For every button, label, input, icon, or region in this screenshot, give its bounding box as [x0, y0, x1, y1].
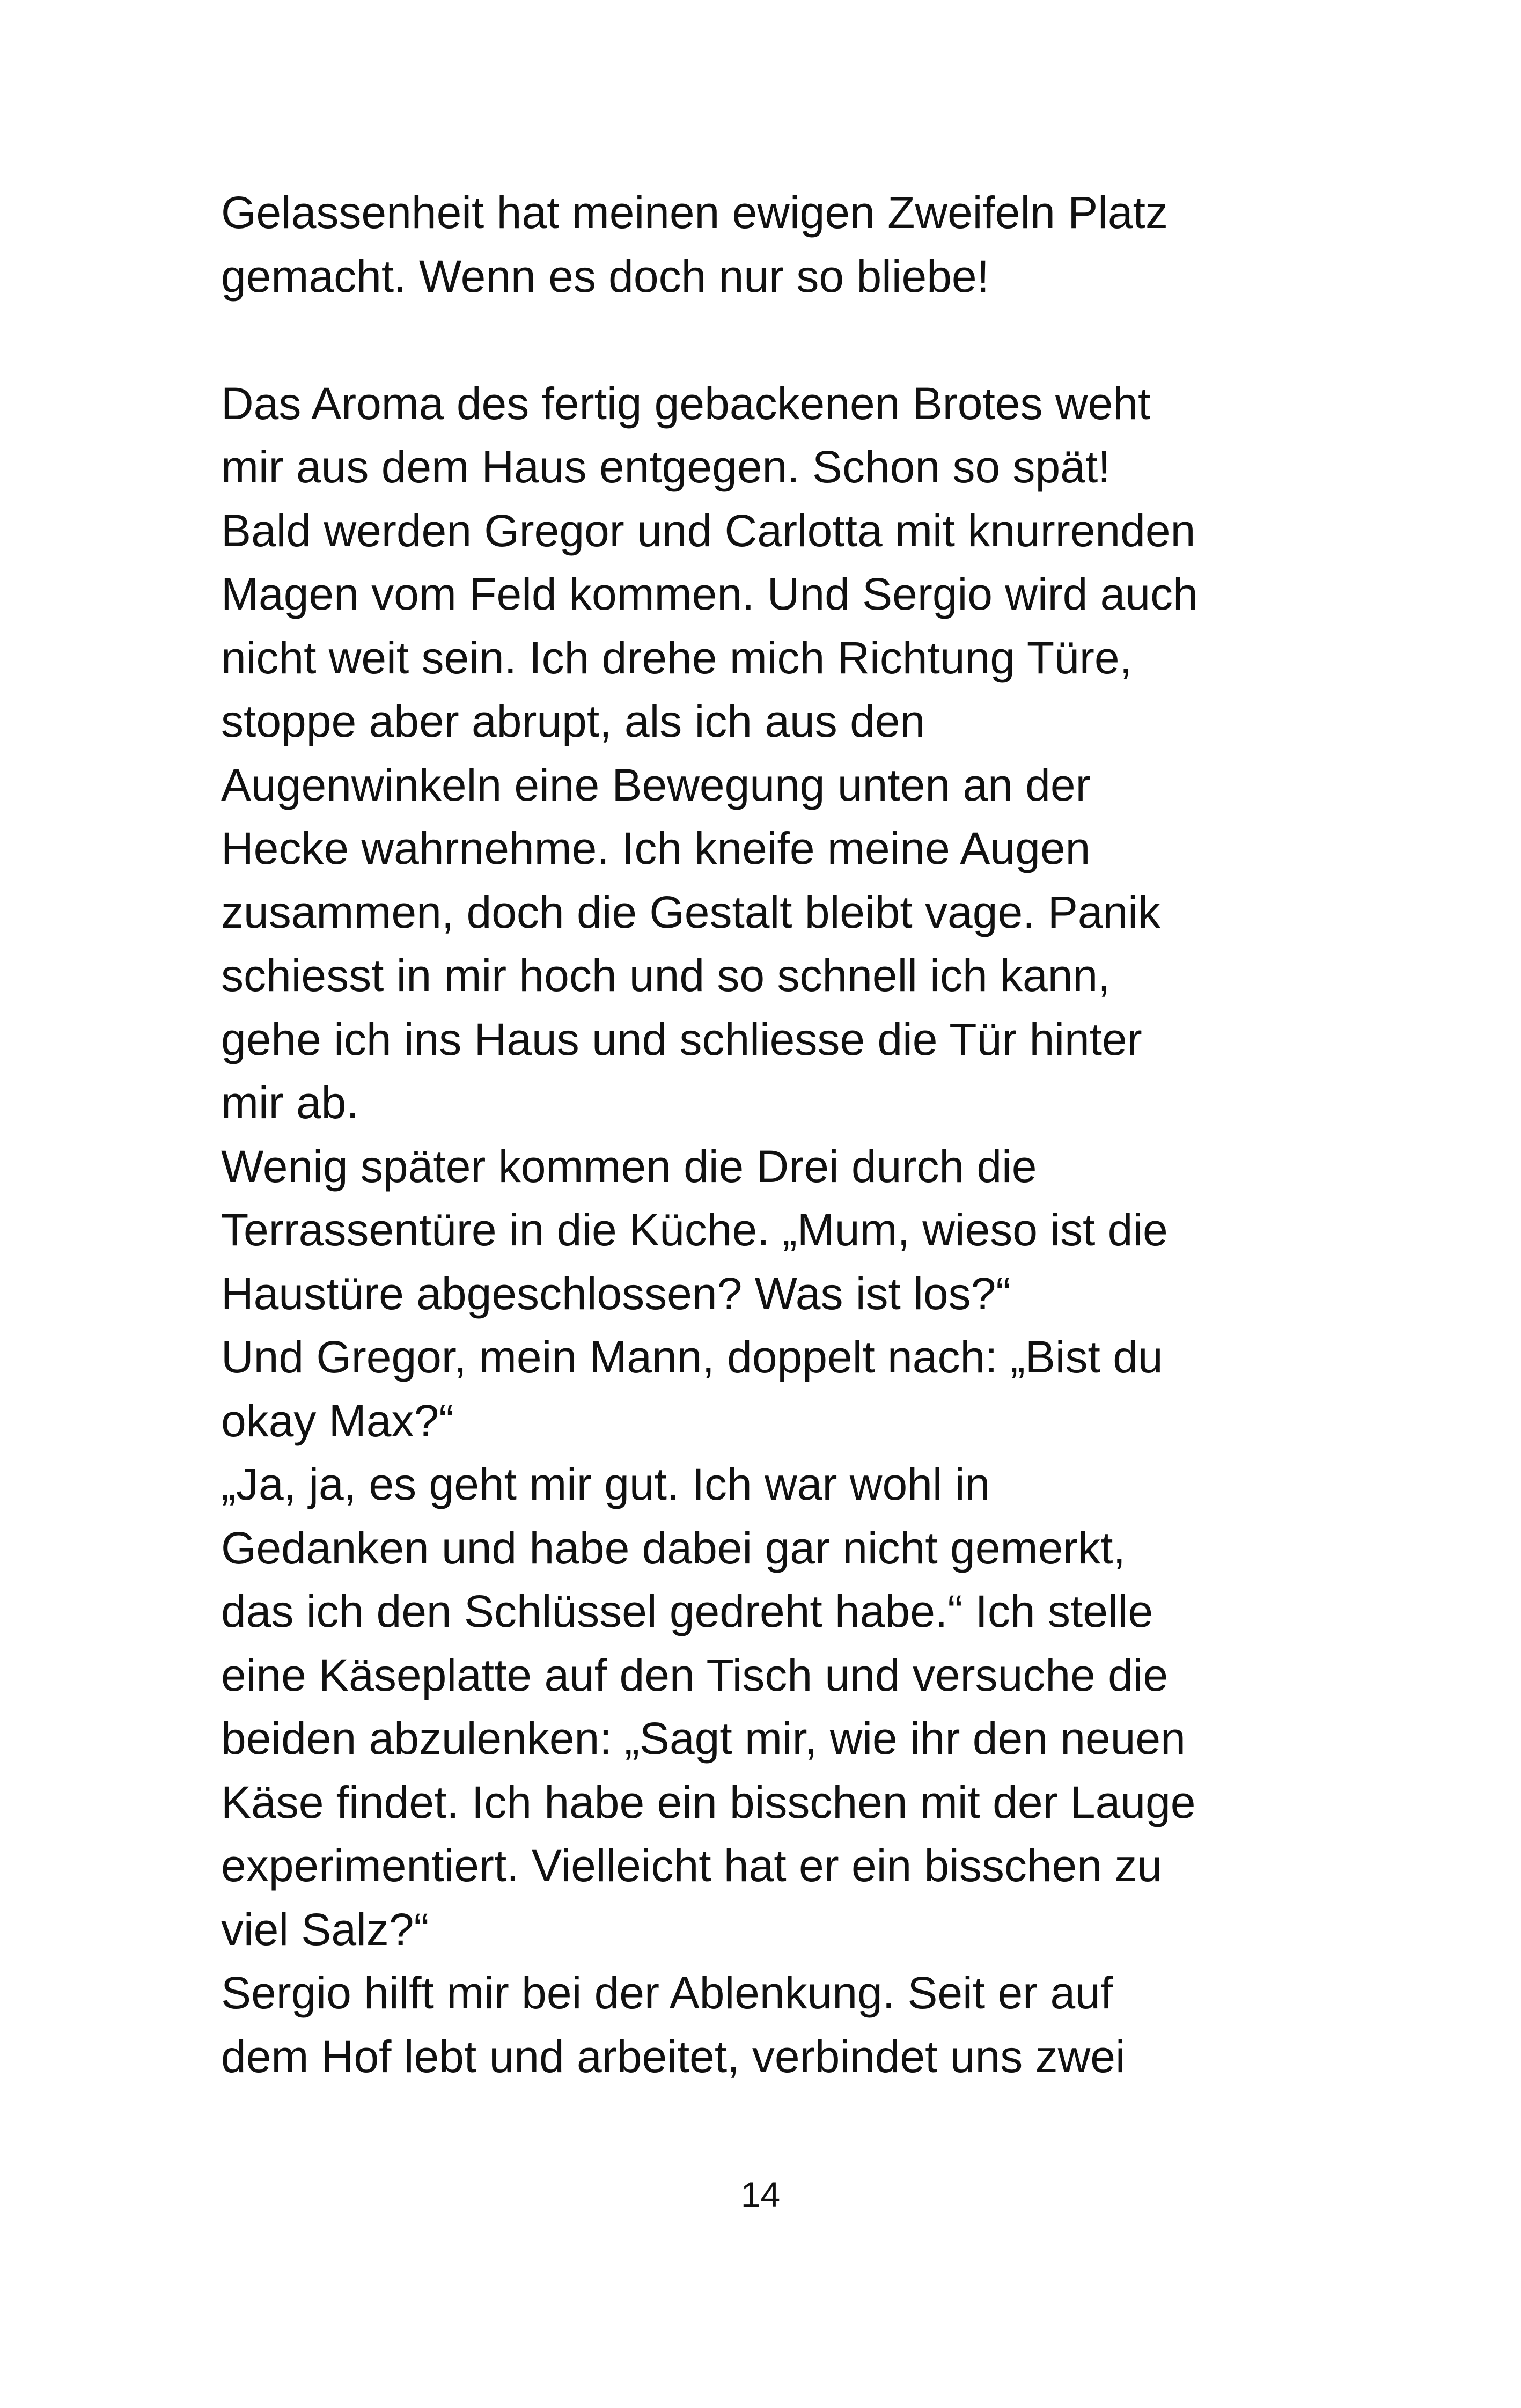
text-line: mir ab.	[221, 1077, 359, 1128]
paragraph-break	[221, 308, 1353, 372]
text-line: okay Max?“	[221, 1395, 454, 1446]
text-line: Bald werden Gregor und Carlotta mit knurrenden	[221, 505, 1196, 556]
text-line: gemacht. Wenn es doch nur so bliebe!	[221, 251, 989, 302]
text-line: mir aus dem Haus entgegen. Schon so spät!	[221, 442, 1111, 492]
text-line: dem Hof lebt und arbeitet, verbindet uns zwei	[221, 2031, 1126, 2082]
text-line: Haustüre abgeschlossen? Was ist los?“	[221, 1268, 1011, 1319]
text-line: gehe ich ins Haus und schliesse die Tür hinter	[221, 1014, 1142, 1064]
text-line: Gedanken und habe dabei gar nicht gemerkt,	[221, 1522, 1126, 1573]
text-line: zusammen, doch die Gestalt bleibt vage. Panik	[221, 886, 1160, 937]
text-line: Das Aroma des fertig gebackenen Brotes weht	[221, 378, 1151, 429]
text-line: Käse findet. Ich habe ein bisschen mit der Lauge	[221, 1776, 1196, 1827]
text-line: Augenwinkeln eine Bewegung unten an der	[221, 759, 1091, 810]
text-line: Wenig später kommen die Drei durch die	[221, 1141, 1037, 1192]
text-line: eine Käseplatte auf den Tisch und versuche die	[221, 1649, 1169, 1700]
text-line: Sergio hilft mir bei der Ablenkung. Seit er auf	[221, 1967, 1113, 2018]
text-line: Hecke wahrnehme. Ich kneife meine Augen	[221, 823, 1091, 873]
text-line: beiden abzulenken: „Sagt mir, wie ihr den neuen	[221, 1713, 1186, 1764]
text-line: stoppe aber abrupt, als ich aus den	[221, 696, 925, 746]
text-line: Magen vom Feld kommen. Und Sergio wird auch	[221, 569, 1198, 619]
text-line: viel Salz?“	[221, 1904, 429, 1955]
text-line: schiesst in mir hoch und so schnell ich kann,	[221, 950, 1111, 1001]
text-line: experimentiert. Vielleicht hat er ein bisschen zu	[221, 1840, 1163, 1891]
text-line: nicht weit sein. Ich drehe mich Richtung Türe,	[221, 632, 1132, 683]
text-line: Terrassentüre in die Küche. „Mum, wieso ist die	[221, 1205, 1168, 1255]
page-number: 14	[740, 2175, 781, 2214]
text-line: Und Gregor, mein Mann, doppelt nach: „Bist du	[221, 1332, 1163, 1382]
body-text	[221, 181, 1353, 2088]
text-line: „Ja, ja, es geht mir gut. Ich war wohl in	[221, 1459, 990, 1509]
text-line: Gelassenheit hat meinen ewigen Zweifeln Platz	[221, 187, 1168, 238]
text-line: das ich den Schlüssel gedreht habe.“ Ich stelle	[221, 1586, 1153, 1636]
